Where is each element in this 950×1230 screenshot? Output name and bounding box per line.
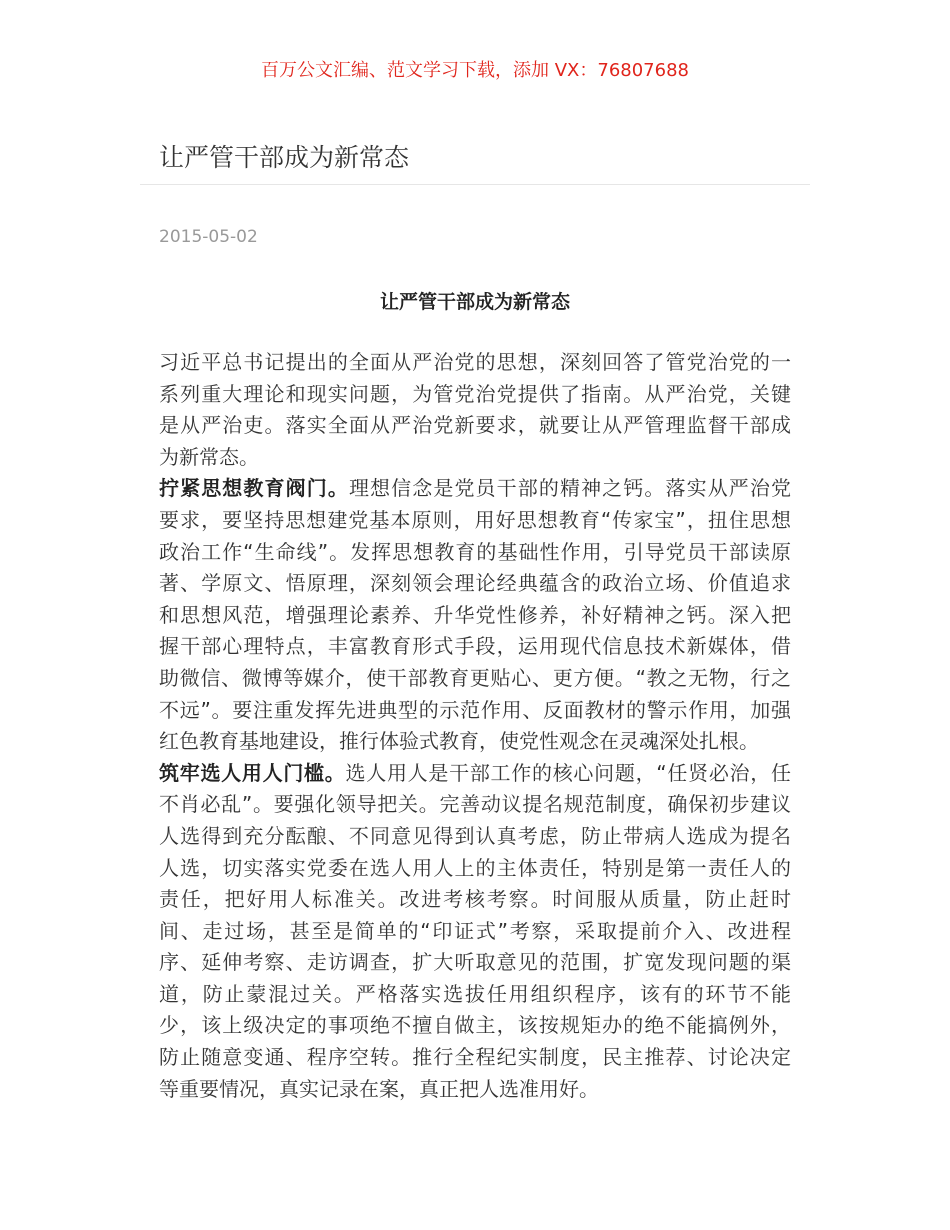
paragraph-lead: 拧紧思想教育阀门。 [159,476,349,501]
article-body [159,347,791,1105]
paragraph [159,758,791,1106]
text-line [159,663,791,695]
text-line [159,568,791,600]
line-text: 助微信、微博等媒介，使干部教育更贴心、更方便。“教之无物，行之 [159,665,791,690]
text-line [159,758,791,790]
text-line [159,947,791,979]
line-text: 道，防止蒙混过关。严格落实选拔任用组织程序，该有的环节不能 [159,981,791,1006]
publish-date: 2015-05-02 [159,227,258,247]
text-line [159,979,791,1011]
line-text: 系列重大理论和现实问题，为管党治党提供了指南。从严治党，关键 [159,381,791,406]
text-line [159,821,791,853]
line-text: 政治工作“生命线”。发挥思想教育的基础性作用，引导党员干部读原 [159,539,791,564]
line-text: 不远”。要注重发挥先进典型的示范作用、反面教材的警示作用，加强 [159,697,791,722]
text-line [159,410,791,442]
line-text: 序、延伸考察、走访调查，扩大听取意见的范围，扩宽发现问题的渠 [159,950,791,975]
text-line [159,695,791,727]
line-text: 责任，把好用人标准关。改进考核考察。时间服从质量，防止赶时 [159,887,791,912]
text-line [159,1074,791,1106]
text-line [159,1010,791,1042]
text-line [159,442,791,474]
line-text: 不肖必乱”。要强化领导把关。完善动议提名规范制度，确保初步建议 [159,792,791,817]
line-text: 和思想风范，增强理论素养、升华党性修养，补好精神之钙。深入把 [159,602,791,627]
line-text: 等重要情况，真实记录在案，真正把人选准用好。 [159,1076,599,1101]
line-text: 间、走过场，甚至是简单的“印证式”考察，采取提前介入、改进程 [159,918,791,943]
text-line [159,884,791,916]
line-text: 为新常态。 [159,444,259,469]
line-text: 红色教育基地建设，推行体验式教育，使党性观念在灵魂深处扎根。 [159,729,759,754]
page-title: 让严管干部成为新常态 [159,143,410,172]
line-text: 人选得到充分酝酿、不同意见得到认真考虑，防止带病人选成为提名 [159,823,791,848]
line-text: 要求，要坚持思想建党基本原则，用好思想教育“传家宝”，扭住思想 [159,507,791,532]
text-line [159,916,791,948]
line-text: 选人用人是干部工作的核心问题，“任贤必治，任 [345,760,791,785]
promo-banner: 百万公文汇编、范文学习下载，添加 VX：76807688 [261,60,689,81]
text-line [159,505,791,537]
text-line [159,379,791,411]
line-text: 著、学原文、悟原理，深刻领会理论经典蕴含的政治立场、价值追求 [159,571,791,596]
text-line [159,537,791,569]
line-text: 理想信念是党员干部的精神之钙。落实从严治党 [348,476,792,501]
title-divider [140,184,810,185]
text-line [159,789,791,821]
text-line [159,473,791,505]
paragraph [159,347,791,473]
text-line [159,726,791,758]
text-line [159,600,791,632]
text-line [159,347,791,379]
text-line [159,853,791,885]
text-line [159,1042,791,1074]
line-text: 习近平总书记提出的全面从严治党的思想，深刻回答了管党治党的一 [159,350,791,374]
line-text: 防止随意变通、程序空转。推行全程纪实制度，民主推荐、讨论决定 [159,1045,791,1070]
line-text: 人选，切实落实党委在选人用人上的主体责任，特别是第一责任人的 [159,855,791,880]
article-heading: 让严管干部成为新常态 [379,291,570,313]
line-text: 少，该上级决定的事项绝不擅自做主，该按规矩办的绝不能搞例外， [159,1013,791,1038]
text-line [159,631,791,663]
paragraph [159,473,791,757]
line-text: 是从严治吏。落实全面从严治党新要求，就要让从严管理监督干部成 [159,413,791,438]
paragraph-lead: 筑牢选人用人门槛。 [159,760,346,785]
line-text: 握干部心理特点，丰富教育形式手段，运用现代信息技术新媒体，借 [159,634,791,659]
